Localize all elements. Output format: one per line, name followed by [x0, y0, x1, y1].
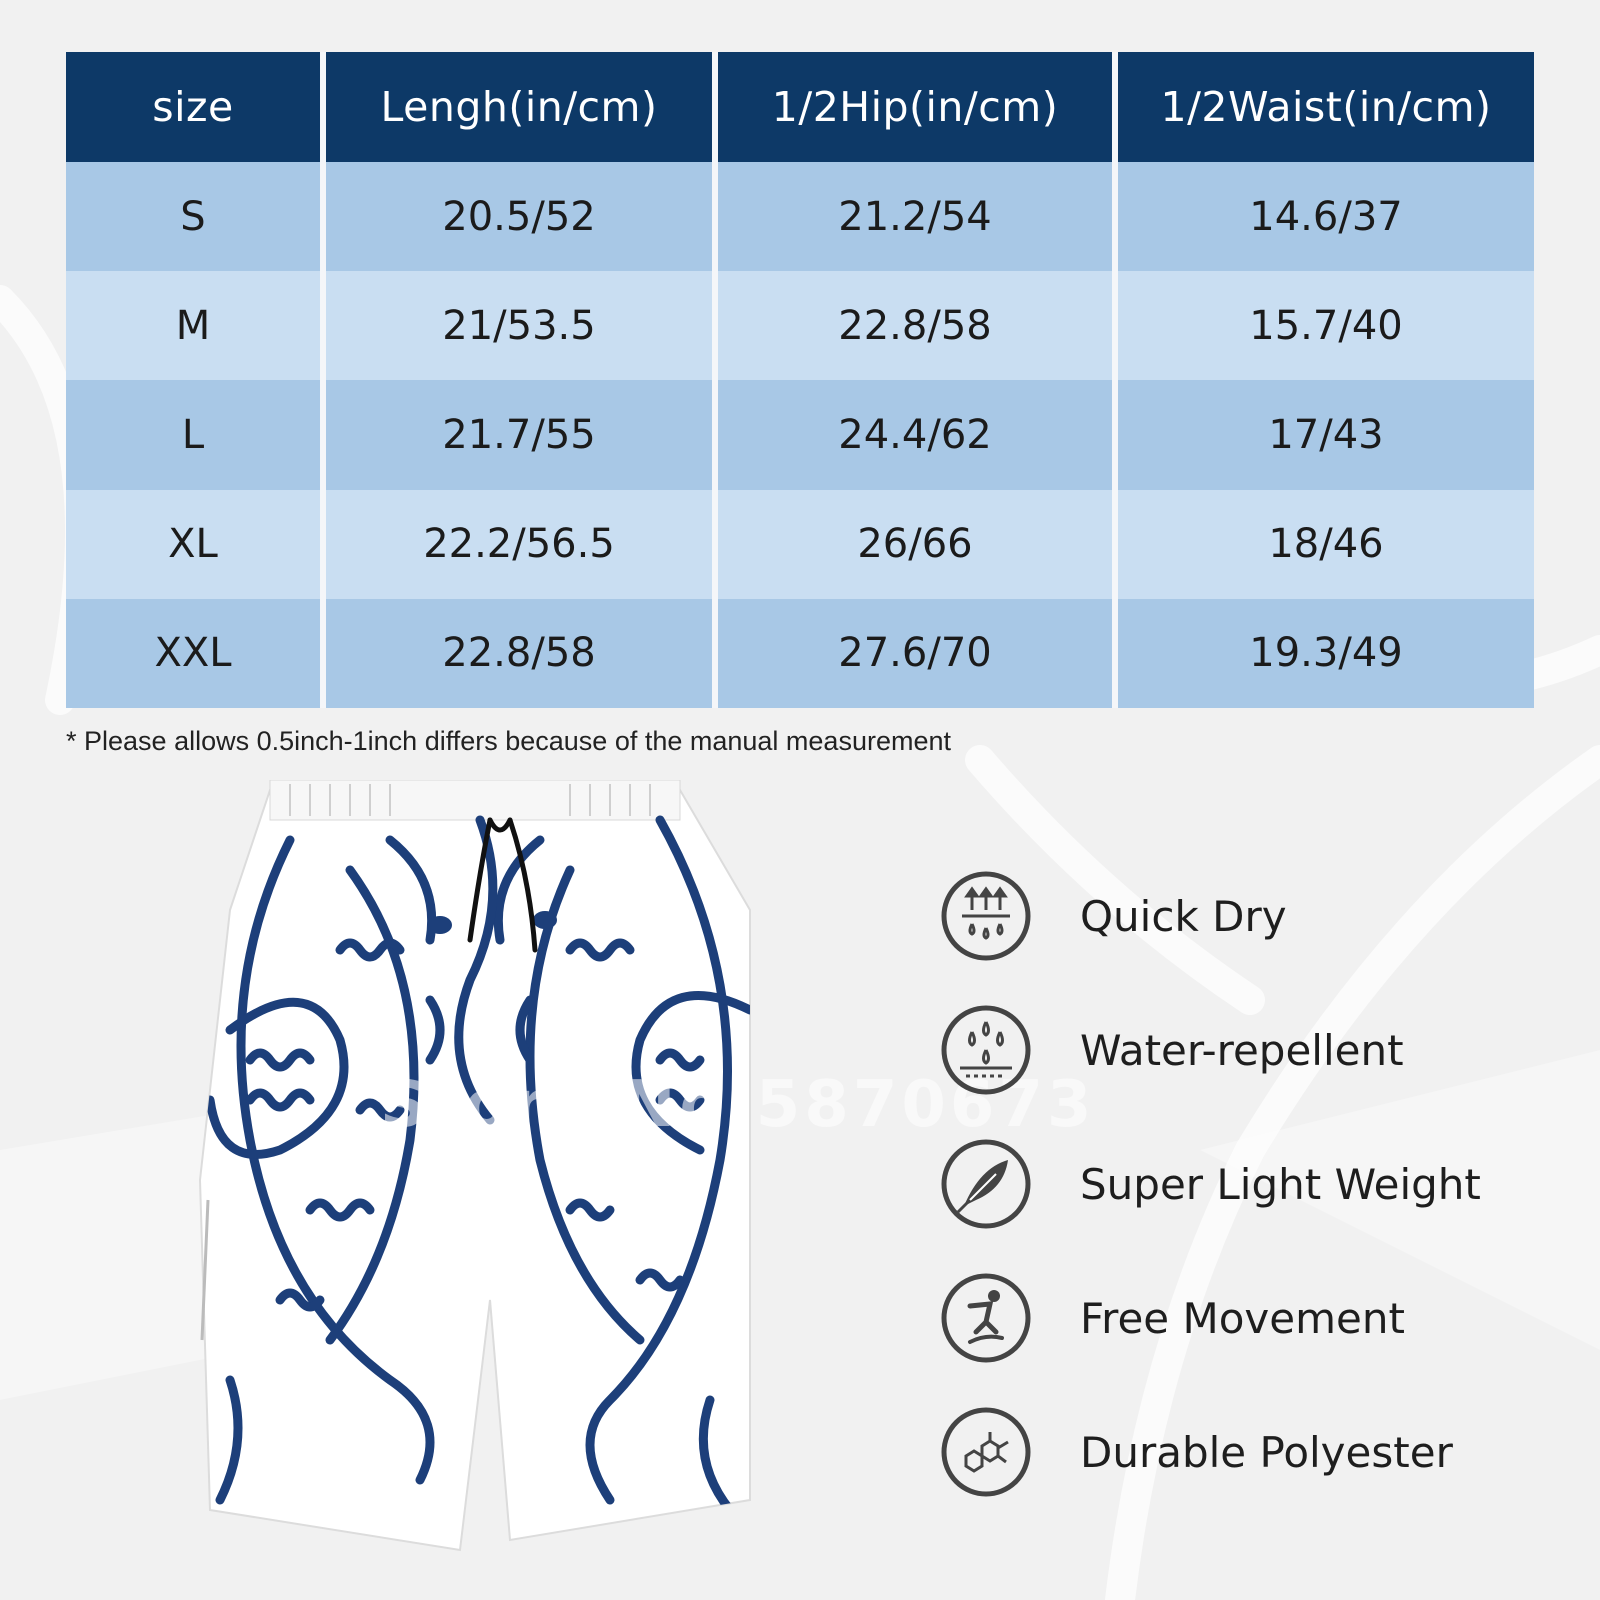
cell-size: XL [66, 490, 326, 599]
cell-length: 20.5/52 [326, 162, 718, 271]
table-row [66, 162, 1534, 271]
cell-length: 21.7/55 [326, 380, 718, 489]
cell-length: 22.8/58 [326, 599, 718, 708]
feature-free-movement [940, 1272, 1540, 1364]
feature-durable-polyester [940, 1406, 1540, 1498]
size-chart-table [66, 52, 1534, 708]
quick-dry-icon [940, 870, 1032, 962]
cell-size: S [66, 162, 326, 271]
feather-icon [940, 1138, 1032, 1230]
feature-label: Super Light Weight [1080, 1160, 1481, 1209]
feature-label: Durable Polyester [1080, 1428, 1453, 1477]
cell-hip: 22.8/58 [718, 271, 1118, 380]
cell-size: XXL [66, 599, 326, 708]
store-watermark: Store No.5870673 [380, 1068, 1096, 1142]
table-row [66, 380, 1534, 489]
header-size: size [66, 52, 326, 162]
cell-waist: 18/46 [1118, 490, 1534, 599]
cell-waist: 15.7/40 [1118, 271, 1534, 380]
cell-hip: 26/66 [718, 490, 1118, 599]
feature-label: Free Movement [1080, 1294, 1405, 1343]
board-shorts-image [190, 780, 790, 1580]
cell-waist: 19.3/49 [1118, 599, 1534, 708]
cell-hip: 21.2/54 [718, 162, 1118, 271]
feature-super-light-weight [940, 1138, 1540, 1230]
cell-length: 21/53.5 [326, 271, 718, 380]
molecule-icon [940, 1406, 1032, 1498]
table-row [66, 599, 1534, 708]
water-repellent-icon [940, 1004, 1032, 1096]
feature-label: Quick Dry [1080, 892, 1287, 941]
cell-waist: 14.6/37 [1118, 162, 1534, 271]
feature-water-repellent [940, 1004, 1540, 1096]
header-half-waist: 1/2Waist(in/cm) [1118, 52, 1534, 162]
cell-waist: 17/43 [1118, 380, 1534, 489]
measurement-note: * Please allows 0.5inch-1inch differs because of the manual measurement [66, 726, 952, 756]
cell-size: L [66, 380, 326, 489]
size-chart-header-row [66, 52, 1534, 162]
feature-list [940, 870, 1540, 1540]
header-half-hip: 1/2Hip(in/cm) [718, 52, 1118, 162]
feature-label: Water-repellent [1080, 1026, 1404, 1075]
cell-hip: 27.6/70 [718, 599, 1118, 708]
table-row [66, 271, 1534, 380]
cell-length: 22.2/56.5 [326, 490, 718, 599]
skater-icon [940, 1272, 1032, 1364]
header-length: Lengh(in/cm) [326, 52, 718, 162]
cell-size: M [66, 271, 326, 380]
cell-hip: 24.4/62 [718, 380, 1118, 489]
feature-quick-dry [940, 870, 1540, 962]
table-row [66, 490, 1534, 599]
